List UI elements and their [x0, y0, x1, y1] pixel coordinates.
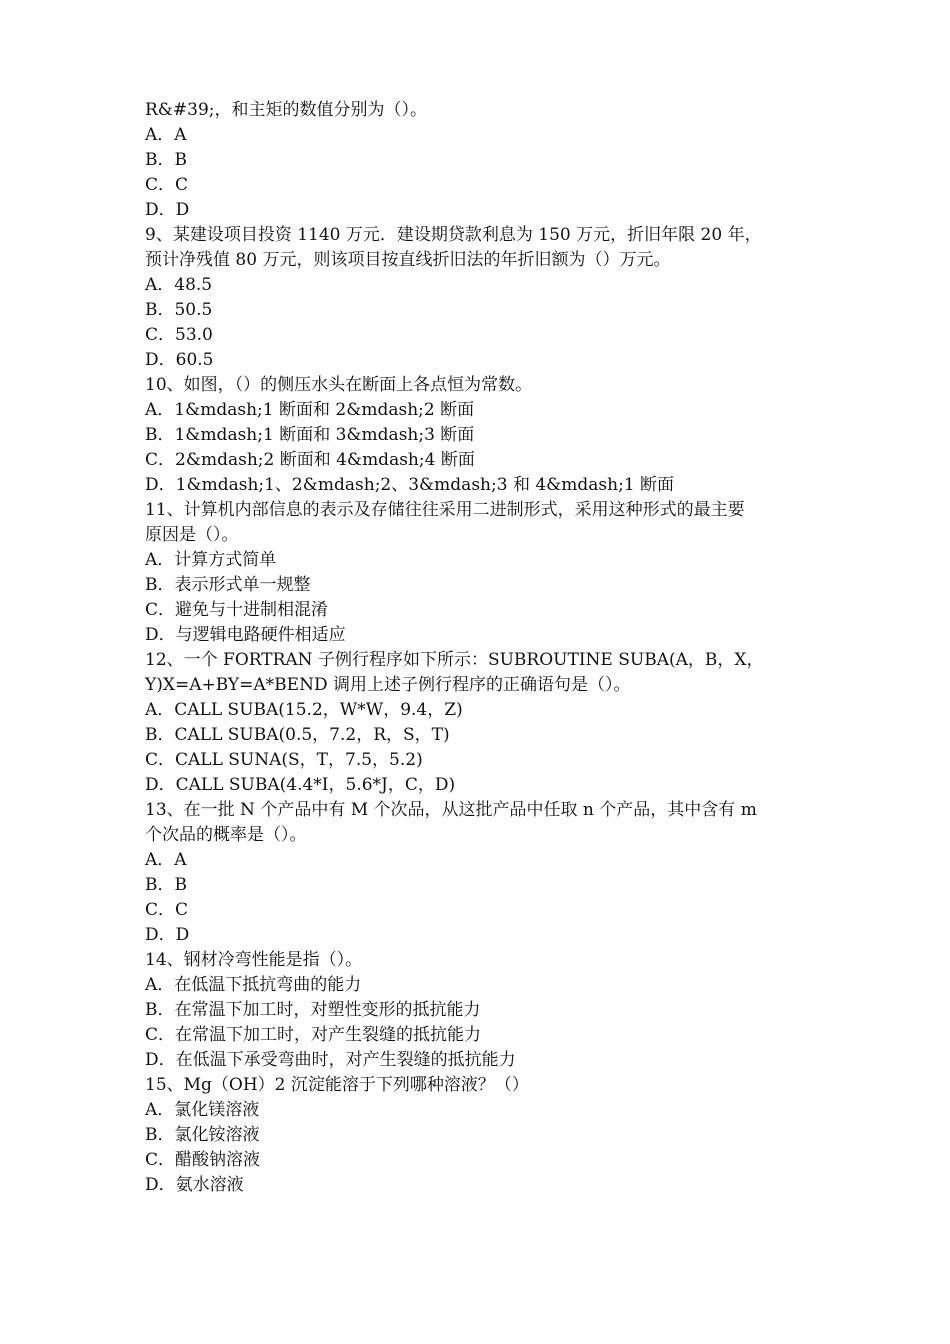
option-line: C．醋酸钠溶液 — [145, 1150, 261, 1170]
option-line: B．表示形式单一规整 — [145, 575, 311, 595]
option-line: D．D — [145, 200, 190, 220]
option-line: C．C — [145, 175, 189, 195]
option-line: C．C — [145, 900, 189, 920]
option-line: D．1&mdash;1、2&mdash;2、3&mdash;3 和 4&mdash;1 断面 — [145, 475, 675, 495]
question-12-cont: Y)X=A+BY=A*BEND 调用上述子例行程序的正确语句是（）。 — [145, 675, 631, 695]
option-line: A．1&mdash;1 断面和 2&mdash;2 断面 — [145, 400, 475, 420]
option-line: B．50.5 — [145, 300, 213, 320]
option-line: B．B — [145, 150, 187, 170]
option-line: B．CALL SUBA(0.5，7.2，R，S，T) — [145, 725, 450, 745]
option-line: D．与逻辑电路硬件相适应 — [145, 625, 346, 645]
option-line: A．在低温下抵抗弯曲的能力 — [145, 975, 362, 995]
option-line: B．1&mdash;1 断面和 3&mdash;3 断面 — [145, 425, 475, 445]
question-12: 12、一个 FORTRAN 子例行程序如下所示：SUBROUTINE SUBA(A，B，X， — [145, 650, 764, 670]
option-line: A．A — [145, 850, 187, 870]
option-line: A．计算方式简单 — [145, 550, 277, 570]
question-9-cont: 预计净残值 80 万元，则该项目按直线折旧法的年折旧额为（）万元。 — [145, 250, 671, 270]
option-line: C．在常温下加工时，对产生裂缝的抵抗能力 — [145, 1025, 482, 1045]
option-line: A．48.5 — [145, 275, 213, 295]
option-line: C．2&mdash;2 断面和 4&mdash;4 断面 — [145, 450, 475, 470]
option-line: D．CALL SUBA(4.4*I，5.6*J，C，D) — [145, 775, 456, 795]
option-line: D．氨水溶液 — [145, 1175, 244, 1195]
option-line: A．CALL SUBA(15.2，W*W，9.4，Z) — [145, 700, 463, 720]
question-14: 14、钢材冷弯性能是指（）。 — [145, 950, 363, 970]
question-10: 10、如图，（）的侧压水头在断面上各点恒为常数。 — [145, 375, 533, 395]
text-line: R&#39;，和主矩的数值分别为（）。 — [145, 100, 428, 120]
option-line: D．在低温下承受弯曲时，对产生裂缝的抵抗能力 — [145, 1050, 516, 1070]
option-line: D．D — [145, 925, 190, 945]
document-body — [145, 98, 810, 1198]
option-line: C．避免与十进制相混淆 — [145, 600, 329, 620]
option-line: B．B — [145, 875, 187, 895]
option-line: C．CALL SUNA(S，T，7.5，5.2) — [145, 750, 423, 770]
question-11: 11、计算机内部信息的表示及存储往往采用二进制形式，采用这种形式的最主要 — [145, 500, 745, 520]
option-line: A．氯化镁溶液 — [145, 1100, 260, 1120]
option-line: B．在常温下加工时，对塑性变形的抵抗能力 — [145, 1000, 481, 1020]
question-13: 13、在一批 N 个产品中有 M 个次品，从这批产品中任取 n 个产品，其中含有 m — [145, 800, 757, 820]
question-15: 15、Mg（OH）2 沉淀能溶于下列哪种溶液？（） — [145, 1075, 529, 1095]
option-line: B．氯化铵溶液 — [145, 1125, 260, 1145]
option-line: C．53.0 — [145, 325, 213, 345]
option-line: A．A — [145, 125, 187, 145]
question-13-cont: 个次品的概率是（）。 — [145, 825, 307, 845]
question-11-cont: 原因是（）。 — [145, 525, 239, 545]
question-9: 9、某建设项目投资 1140 万元．建设期贷款利息为 150 万元，折旧年限 20 年， — [145, 225, 762, 245]
option-line: D．60.5 — [145, 350, 214, 370]
